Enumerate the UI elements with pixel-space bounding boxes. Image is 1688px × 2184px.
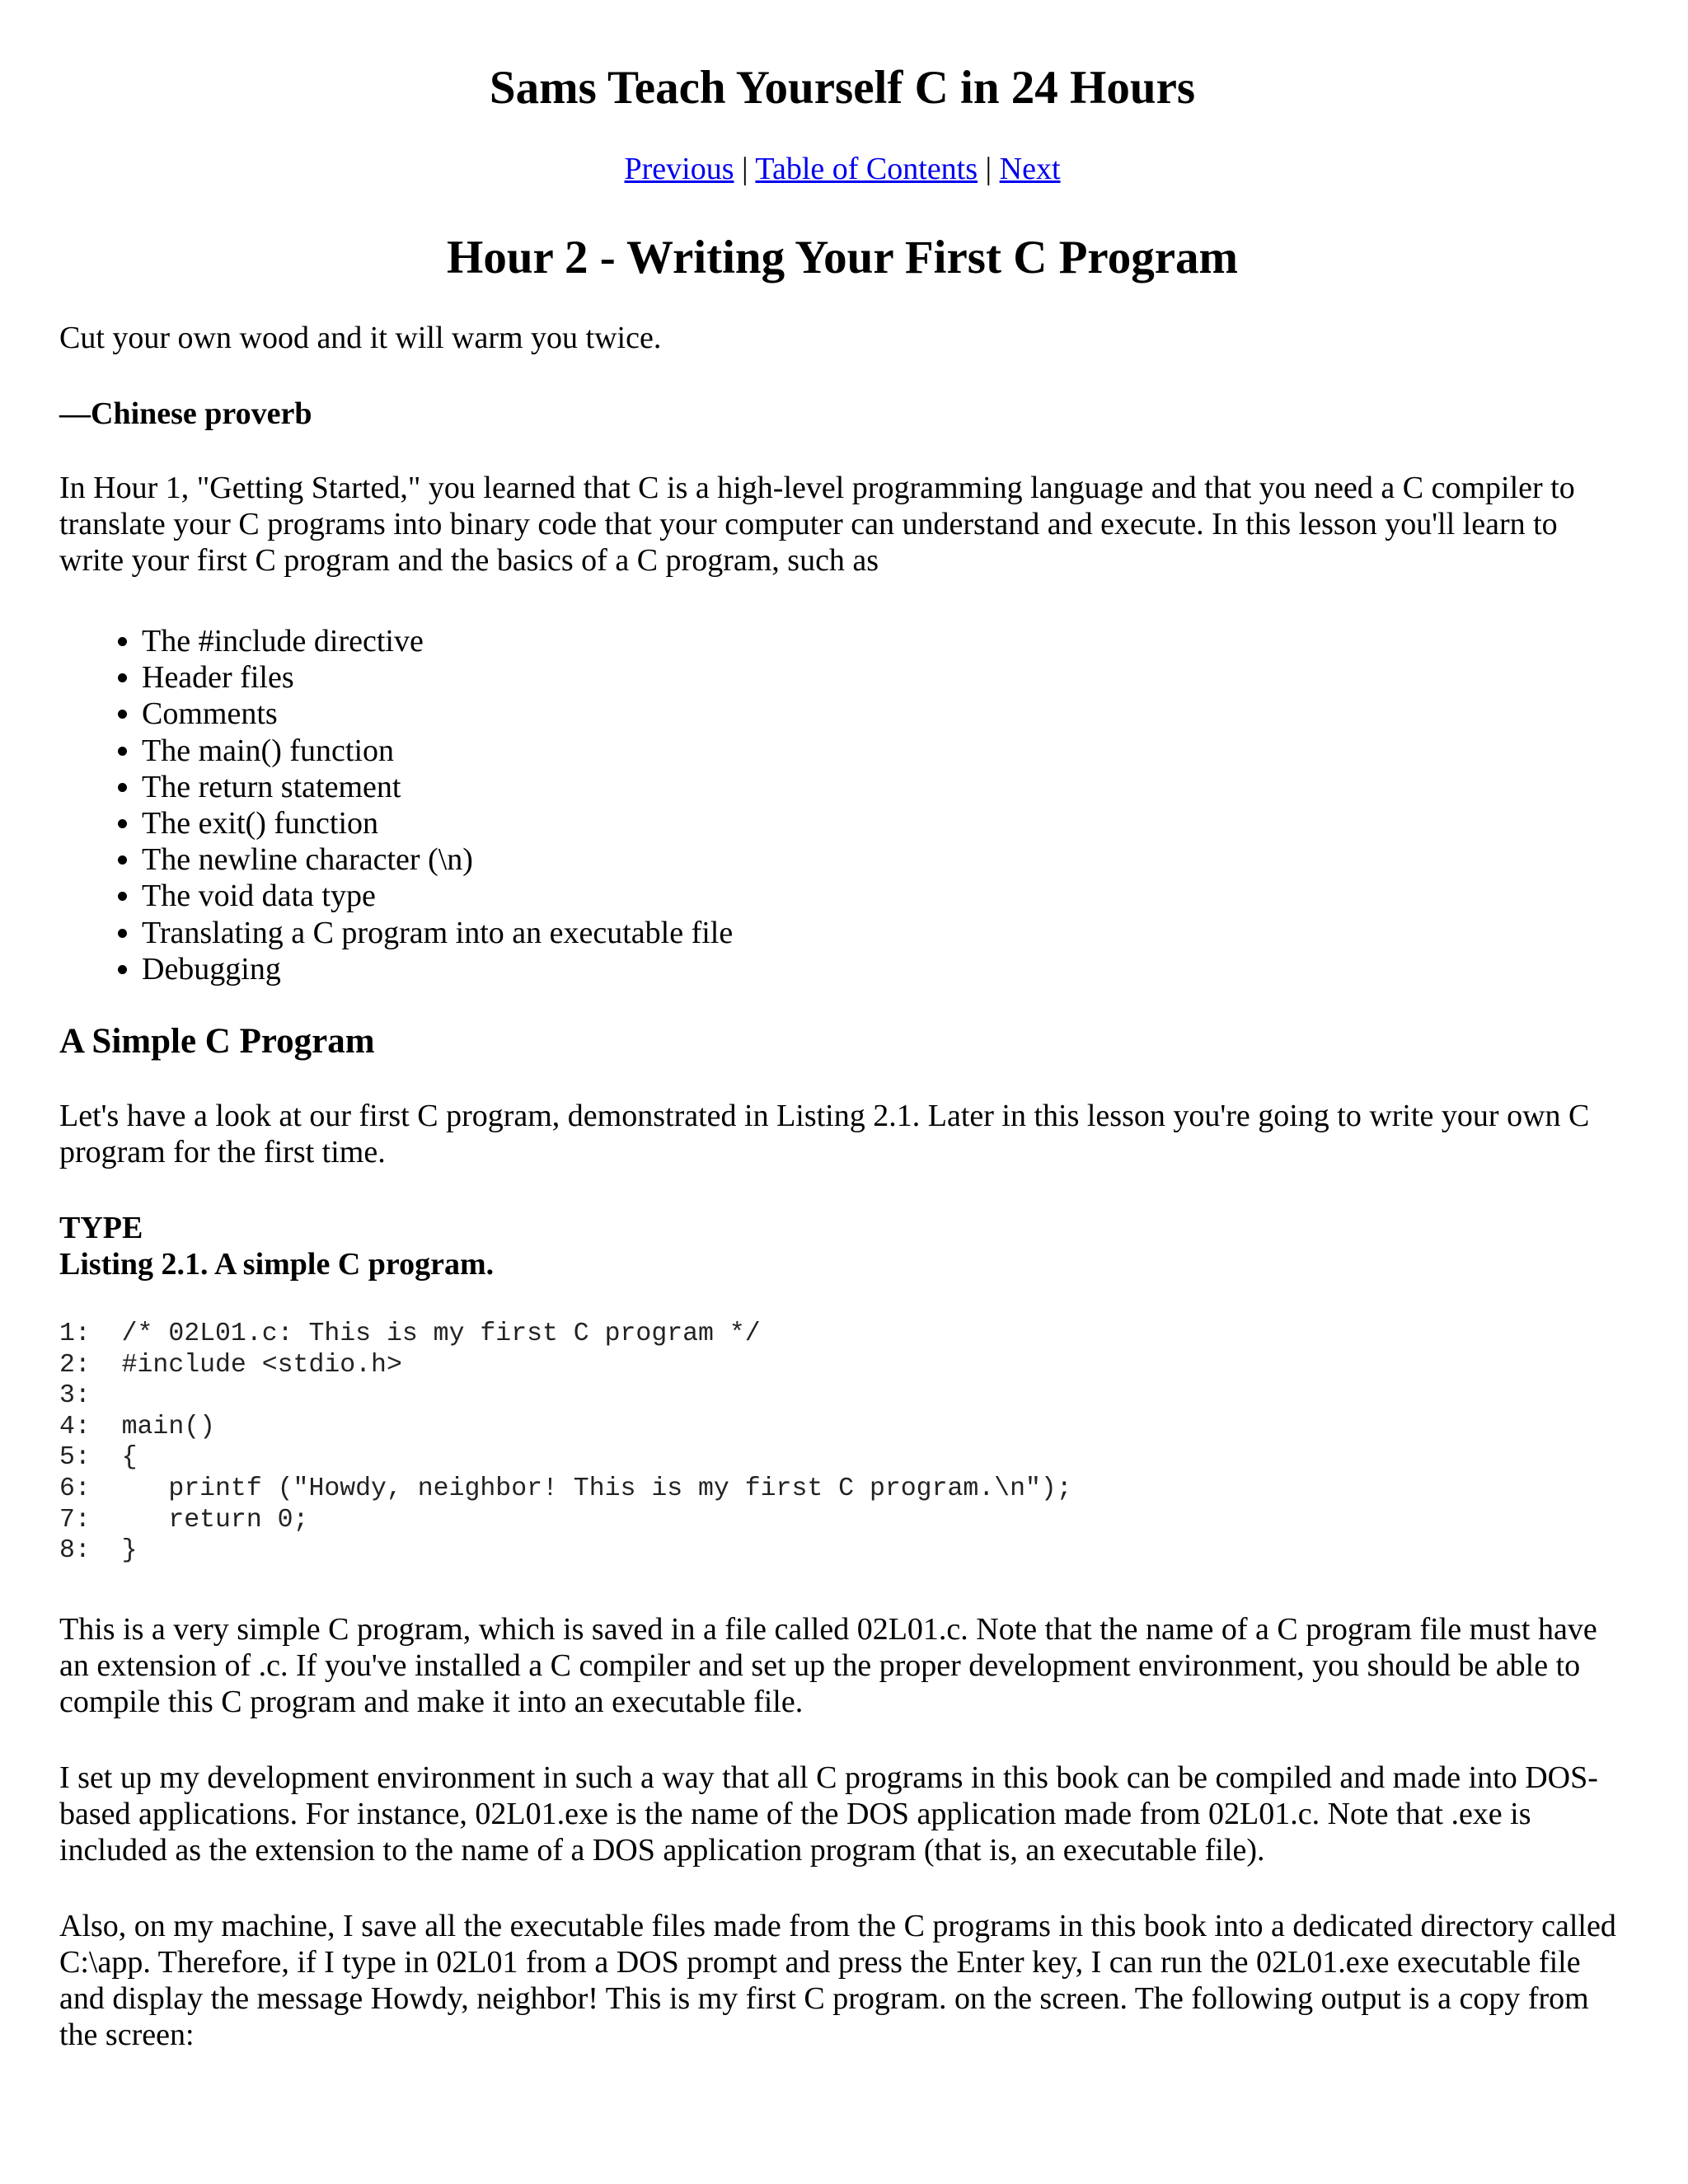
list-item: • The void data type bbox=[142, 878, 733, 914]
intro-paragraph: In Hour 1, "Getting Started," you learned that C is a high-level programming language and that you need a C compiler to translate your C programs into binary code that your computer can understand and execute. In this lesson you'll learn to write your first C program and the basics of a C program, such as bbox=[59, 471, 1575, 578]
list-item: • The exit() function bbox=[142, 805, 733, 841]
section-intro: Let's have a look at our first C program, demonstrated in Listing 2.1. Later in this lesson you're going to write your own C program for the first time. bbox=[59, 1099, 1590, 1169]
listing-type-label: TYPE bbox=[59, 1211, 143, 1245]
list-item: • Translating a C program into an executable file bbox=[142, 915, 733, 951]
listing-caption: Listing 2.1. A simple C program. bbox=[59, 1247, 495, 1282]
code-line: 7: return 0; bbox=[59, 1505, 309, 1535]
code-line: 5: { bbox=[59, 1443, 138, 1473]
body-paragraph: This is a very simple C program, which is saved in a file called 02L01.c. Note that the name of a C program file must have an extension of .c. If you've installed a C compiler and set up the proper development environment, you should be able to compile this C program and make it into an executable file. bbox=[59, 1612, 1597, 1719]
list-item: • Comments bbox=[142, 696, 733, 732]
list-item: • Debugging bbox=[142, 951, 733, 987]
hour-title: Hour 2 - Writing Your First C Program bbox=[447, 232, 1238, 284]
topics-list bbox=[59, 623, 733, 987]
previous-link[interactable]: Previous bbox=[624, 152, 734, 186]
code-line: 4: main() bbox=[59, 1412, 216, 1441]
body-paragraph: Also, on my machine, I save all the executable files made from the C programs in this book into a dedicated directory called C:\app. Therefore, if I type in 02L01 from a DOS prompt and press the Enter key, I can run the 02L01.exe executable file and display the message Howdy, neighbor! This is my first C program. on the screen. The following output is a copy from the screen: bbox=[59, 1909, 1616, 2052]
epigraph-quote: Cut your own wood and it will warm you twice. bbox=[59, 321, 662, 355]
nav-separator: | bbox=[978, 152, 1000, 186]
list-item: • The newline character (\n) bbox=[142, 841, 733, 878]
list-item: • The return statement bbox=[142, 769, 733, 805]
epigraph-attribution: —Chinese proverb bbox=[59, 396, 312, 431]
list-item: • The #include directive bbox=[142, 623, 733, 659]
next-link[interactable]: Next bbox=[999, 152, 1061, 186]
code-listing bbox=[59, 1319, 1072, 1567]
code-line: 3: bbox=[59, 1381, 91, 1411]
chapter-navigation bbox=[59, 150, 1625, 188]
section-heading: A Simple C Program bbox=[59, 1022, 375, 1061]
list-item: • The main() function bbox=[142, 733, 733, 769]
code-line: 6: printf ("Howdy, neighbor! This is my first C program.\n"); bbox=[59, 1474, 1072, 1503]
code-line: 2: #include <stdio.h> bbox=[59, 1350, 402, 1380]
nav-separator: | bbox=[734, 152, 756, 186]
code-line: 8: } bbox=[59, 1536, 138, 1566]
table-of-contents-link[interactable]: Table of Contents bbox=[755, 152, 978, 186]
body-paragraph: I set up my development environment in such a way that all C programs in this book can be compiled and made into DOS-based applications. For instance, 02L01.exe is the name of the DOS application made from 02L01.c. Note that .exe is included as the extension to the name of a DOS application program (that is, an executable file). bbox=[59, 1760, 1598, 1868]
list-item: • Header files bbox=[142, 659, 733, 696]
book-title: Sams Teach Yourself C in 24 Hours bbox=[489, 62, 1196, 114]
code-line: 1: /* 02L01.c: This is my first C program */ bbox=[59, 1319, 761, 1348]
